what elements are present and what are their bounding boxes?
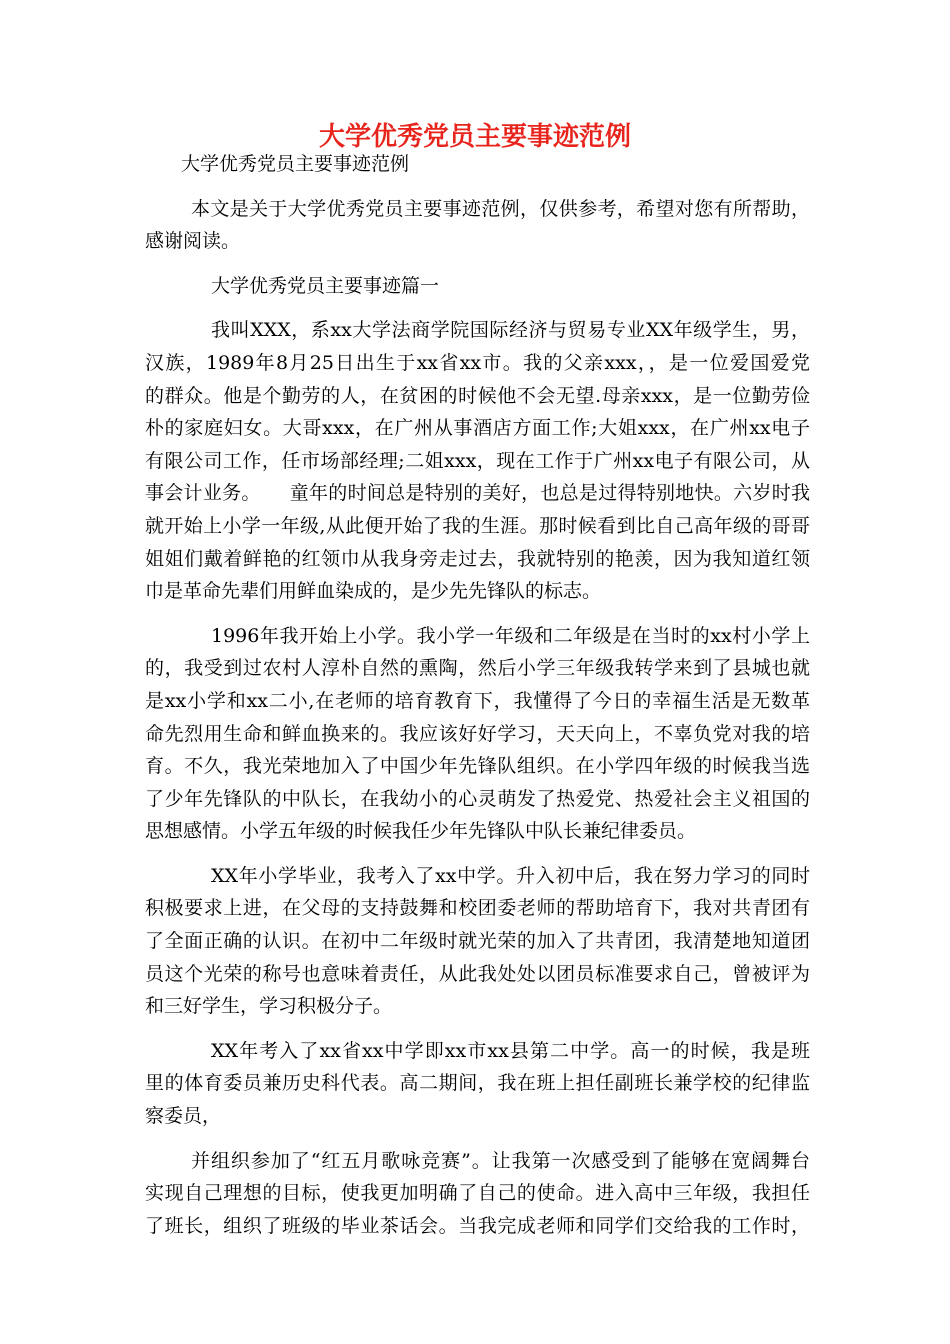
paragraph-line: XX年考入了xx省xx中学即xx市xx县第二中学。高一的时候，我是班 [211,1039,810,1062]
paragraph-line: 事会计业务。 童年的时间总是特别的美好，也总是过得特别地快。六岁时我 [145,482,810,505]
document-title: 大学优秀党员主要事迹范例 [318,122,631,152]
paragraph-line: 姐姐们戴着鲜艳的红领巾从我身旁走过去，我就特别的艳羡，因为我知道红领 [145,547,810,570]
paragraph-line: 了班长，组织了班级的毕业茶话会。当我完成老师和同学们交给我的工作时， [145,1214,810,1237]
intro-paragraph [145,193,810,258]
paragraph-line: 了少年先锋队的中队长，在我幼小的心灵萌发了热爱党、热爱社会主义祖国的 [145,787,810,810]
body-paragraph [145,1035,810,1133]
paragraph-line: 汉族，1989年8月25日出生于xx省xx市。我的父亲xxx，，是一位爱国爱党 [145,351,810,374]
paragraph-line: 朴的家庭妇女。大哥xxx，在广州从事酒店方面工作;大姐xxx，在广州xx电子 [145,417,810,440]
paragraph-line: 1996年我开始上小学。我小学一年级和二年级是在当时的xx村小学上 [211,624,810,647]
paragraph-line: 的，我受到过农村人淳朴自然的熏陶，然后小学三年级我转学来到了县城也就 [145,657,810,680]
paragraph-line: 积极要求上进，在父母的支持鼓舞和校团委老师的帮助培育下，我对共青团有 [145,897,810,920]
paragraph-line: 育。不久，我光荣地加入了中国少年先锋队组织。在小学四年级的时候我当选 [145,755,810,778]
paragraph-line: 员这个光荣的称号也意味着责任，从此我处处以团员标准要求自己，曾被评为 [145,962,810,985]
section-heading: 大学优秀党员主要事迹篇一 [211,274,440,297]
paragraph-line: 命先烈用生命和鲜血换来的。我应该好好学习，天天向上，不辜负党对我的培 [145,722,810,745]
paragraph-line: 思想感情。小学五年级的时候我任少年先锋队中队长兼纪律委员。 [145,820,697,843]
paragraph-line: 实现自己理想的目标，使我更加明确了自己的使命。进入高中三年级，我担任 [145,1182,810,1205]
paragraph-line: XX年小学毕业，我考入了xx中学。升入初中后，我在努力学习的同时 [211,864,810,887]
paragraph-line: 巾是革命先辈们用鲜血染成的，是少先先锋队的标志。 [145,580,602,603]
body-paragraph [145,860,810,1023]
paragraph-line: 察委员， [145,1105,222,1128]
paragraph-line: 有限公司工作，任市场部经理;二姐xxx，现在工作于广州xx电子有限公司，从 [145,449,810,472]
paragraph-line: 的群众。他是个勤劳的人，在贫困的时候他不会无望.母亲xxx，是一位勤劳俭 [145,384,810,407]
paragraph-line: 我叫XXX，系xx大学法商学院国际经济与贸易专业XX年级学生，男， [211,319,810,342]
document-body [145,148,810,1242]
body-paragraph [145,314,810,607]
paragraph-line: 里的体育委员兼历史科代表。高二期间，我在班上担任副班长兼学校的纪律监 [145,1072,810,1095]
paragraph-line: 并组织参加了“红五月歌咏竞赛”。让我第一次感受到了能够在宽阔舞台 [191,1149,810,1172]
paragraph-line: 了全面正确的认识。在初中二年级时就光荣的加入了共青团，我清楚地知道团 [145,930,810,953]
body-paragraph [145,1145,810,1243]
body-paragraph [145,620,810,848]
paragraph-line: 就开始上小学一年级,从此便开始了我的生涯。那时候看到比自己高年级的哥哥 [145,514,810,537]
document-subtitle: 大学优秀党员主要事迹范例 [181,153,410,175]
paragraph-line: 和三好学生，学习积极分子。 [145,995,393,1018]
intro-line: 本文是关于大学优秀党员主要事迹范例，仅供参考，希望对您有所帮助， [191,197,810,220]
paragraph-line: 是xx小学和xx二小,在老师的培育教育下，我懂得了今日的幸福生活是无数革 [145,689,810,712]
intro-line: 感谢阅读。 [145,230,241,253]
